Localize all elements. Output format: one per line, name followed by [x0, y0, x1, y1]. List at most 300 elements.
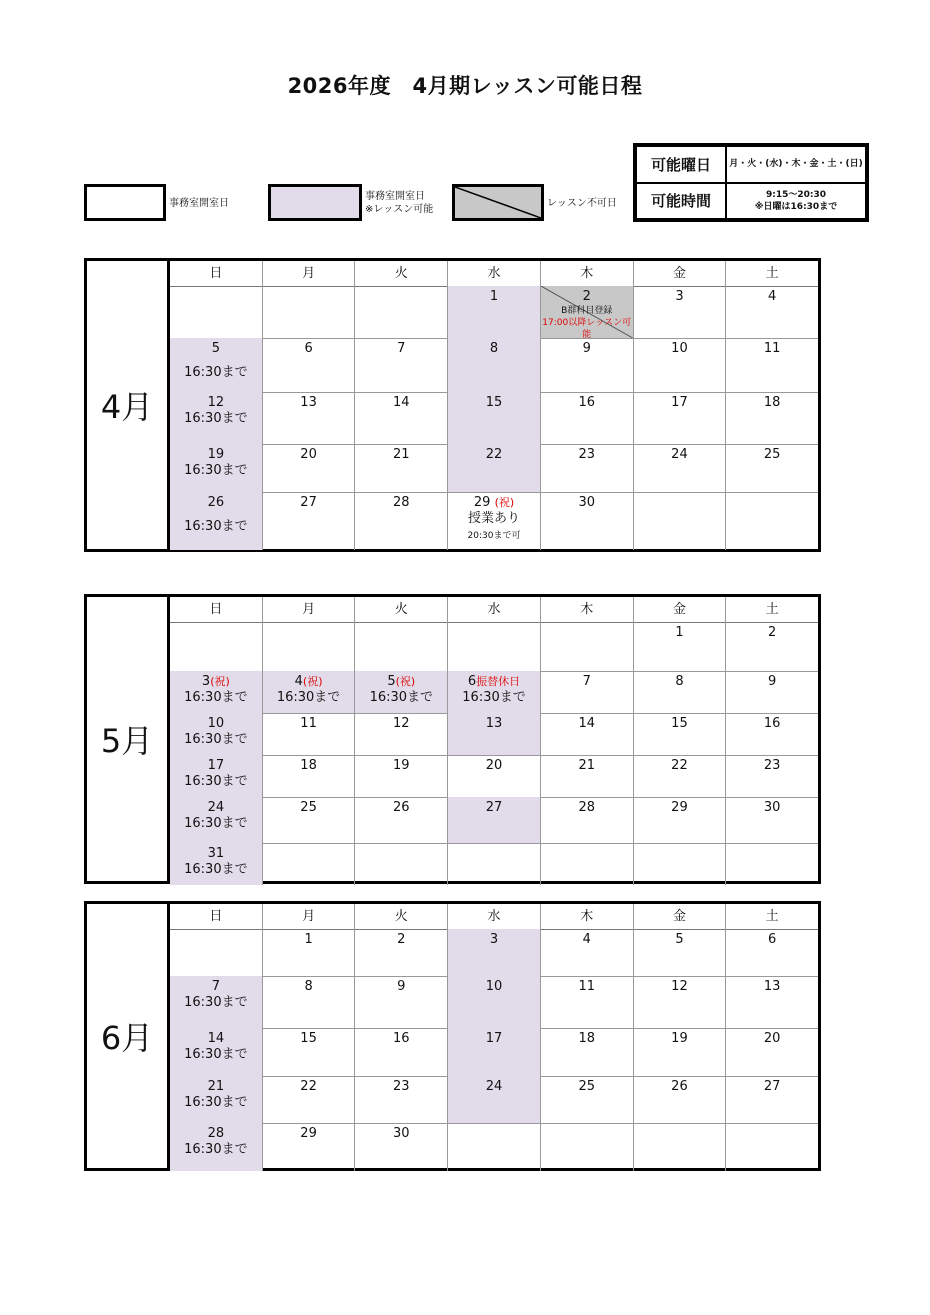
day-number [541, 843, 633, 846]
day-cell [170, 843, 263, 885]
weekday-header-3: 水 [448, 597, 541, 622]
day-number: 27 [763, 1079, 781, 1094]
week-row [170, 622, 818, 672]
day-number: 15 [485, 395, 503, 410]
day-number: 16 [578, 395, 595, 410]
day-number: 4 [294, 674, 303, 689]
day-number: 29 [300, 1126, 317, 1141]
day-number: 26 [671, 1079, 688, 1094]
day-number [263, 622, 355, 625]
day-cell [541, 1076, 634, 1123]
weekday-header-1: 月 [263, 904, 356, 929]
day-number [634, 492, 726, 495]
until-time-note: 16:30まで [276, 690, 341, 705]
day-cell [634, 843, 727, 885]
day-cell [634, 1028, 727, 1076]
day-number: 1 [675, 625, 684, 640]
day-cell [634, 622, 727, 671]
day-number: 28 [207, 1126, 225, 1141]
day-number: 27 [300, 495, 317, 510]
day-number: 20 [485, 758, 503, 773]
day-cell [726, 671, 818, 713]
day-cell [170, 444, 263, 492]
day-number: 5 [387, 674, 396, 689]
day-number: 30 [393, 1126, 410, 1141]
weekday-header-2: 火 [355, 597, 448, 622]
day-number: 26 [393, 800, 410, 815]
week-row [170, 929, 818, 977]
day-cell [634, 338, 727, 392]
day-cell [170, 622, 263, 671]
day-number: 23 [578, 447, 595, 462]
available-time-sunday-note: ※日曜は16:30まで [754, 201, 838, 212]
day-number: 9 [582, 341, 591, 356]
day-number: 10 [671, 341, 688, 356]
day-number: 19 [671, 1031, 688, 1046]
day-number: 11 [578, 979, 595, 994]
weekday-header-6: 土 [765, 266, 779, 281]
day-number: 2 [397, 932, 406, 947]
day-number [448, 843, 540, 846]
holiday-mark: (祝) [302, 675, 323, 688]
day-number: 24 [671, 447, 688, 462]
day-cell [726, 929, 818, 976]
calendar-grid-june [170, 904, 818, 1168]
day-cell [634, 1123, 727, 1171]
day-number: 29 [671, 800, 688, 815]
day-cell [448, 338, 541, 392]
day-cell [541, 1123, 634, 1171]
day-number: 25 [300, 800, 317, 815]
day-cell [263, 929, 356, 976]
day-number: 11 [300, 716, 317, 731]
weekday-header-row [170, 904, 818, 930]
until-time-note: 16:30まで [184, 816, 248, 831]
day-cell [448, 392, 541, 444]
until-time-note: 16:30まで [184, 995, 248, 1010]
day-number [726, 1123, 818, 1126]
day-cell [355, 1028, 448, 1076]
day-number [355, 622, 447, 625]
classes-held-note: 授業あり [468, 511, 521, 526]
day-number: 3 [489, 932, 499, 947]
day-number: 17 [485, 1031, 503, 1046]
day-cell [355, 797, 448, 843]
weekday-header-4: 木 [541, 597, 634, 622]
day-number: 17 [671, 395, 688, 410]
day-number: 22 [300, 1079, 317, 1094]
day-number: 17 [207, 758, 225, 773]
day-number [634, 843, 726, 846]
day-cell [170, 713, 263, 755]
day-number: 14 [578, 716, 595, 731]
day-cell [726, 797, 818, 843]
day-cell [634, 492, 727, 550]
day-cell [726, 976, 818, 1028]
day-number: 16 [393, 1031, 410, 1046]
day-cell [726, 1076, 818, 1123]
day-cell [263, 492, 356, 550]
day-cell [355, 492, 448, 550]
day-cell [634, 929, 727, 976]
day-number: 19 [207, 447, 225, 462]
day-cell [355, 1123, 448, 1171]
day-cell [541, 843, 634, 885]
day-number: 14 [393, 395, 410, 410]
week-row [170, 755, 818, 798]
day-number: 7 [397, 341, 406, 356]
day-cell [170, 1123, 263, 1171]
day-cell [541, 286, 634, 338]
day-number [263, 843, 355, 846]
day-cell [634, 286, 727, 338]
day-number: 29 [473, 495, 491, 510]
day-number: 31 [207, 846, 225, 861]
day-cell [170, 797, 263, 843]
until-time-note: 16:30まで [184, 862, 248, 877]
day-cell [634, 671, 727, 713]
week-row [170, 797, 818, 844]
available-days-value: 月・火・(水)・木・金・土・(日) [726, 146, 866, 183]
day-number: 23 [393, 1079, 410, 1094]
day-cell [263, 671, 356, 713]
day-number: 1 [489, 289, 499, 304]
day-cell [541, 713, 634, 755]
day-number: 30 [763, 800, 781, 815]
day-cell [448, 843, 541, 885]
day-cell [448, 444, 541, 492]
day-number [170, 929, 262, 932]
month-label-june: 6月 [87, 904, 170, 1168]
day-number: 27 [485, 800, 503, 815]
until-time-note: 16:30まで [184, 519, 248, 534]
day-number [170, 286, 262, 289]
day-cell [263, 444, 356, 492]
day-cell [263, 338, 356, 392]
week-row [170, 671, 818, 714]
day-cell [170, 755, 263, 797]
week-row [170, 1123, 818, 1171]
day-number: 28 [578, 800, 595, 815]
day-number: 6 [304, 341, 313, 356]
day-cell [355, 286, 448, 338]
day-cell [170, 671, 263, 713]
day-cell [726, 444, 818, 492]
day-number [448, 1123, 540, 1126]
day-cell [541, 392, 634, 444]
legend-swatch-lesson-ng [452, 184, 544, 221]
weekday-header-4: 木 [541, 261, 634, 286]
week-row [170, 843, 818, 885]
day-cell [726, 843, 818, 885]
week-row [170, 492, 818, 550]
weekday-header-6: 土 [765, 602, 779, 617]
day-cell [263, 755, 356, 797]
day-cell [170, 1076, 263, 1123]
day-number: 2 [768, 625, 777, 640]
day-number: 2 [582, 289, 591, 304]
day-number: 18 [300, 758, 317, 773]
day-number: 25 [763, 447, 781, 462]
day-number: 13 [763, 979, 781, 994]
available-time-range: 9:15～20:30 [765, 189, 827, 200]
available-time-value [726, 183, 866, 220]
legend-label-lesson-ok-line2: ※レッスン可能 [365, 204, 434, 215]
day-number: 5 [211, 341, 220, 356]
weekday-header-3: 水 [448, 261, 541, 286]
day-cell [541, 1028, 634, 1076]
day-number: 18 [763, 395, 781, 410]
until-time-note: 16:30まで [184, 1047, 248, 1062]
until-time-note: 16:30まで [184, 463, 248, 478]
registration-note: B群科目登録 [561, 306, 613, 316]
day-cell [263, 392, 356, 444]
day-cell [355, 392, 448, 444]
legend-swatch-office-open [84, 184, 166, 221]
day-cell [355, 713, 448, 755]
day-number: 28 [393, 495, 410, 510]
day-cell [170, 929, 263, 976]
day-cell [726, 713, 818, 755]
calendar-grid-may [170, 597, 818, 881]
weekday-header-3: 水 [448, 904, 541, 929]
day-cell [726, 1028, 818, 1076]
day-number [634, 1123, 726, 1126]
day-cell [170, 492, 263, 550]
day-cell [263, 1028, 356, 1076]
day-cell [541, 492, 634, 550]
weekday-header-5: 金 [634, 597, 727, 622]
evening-lesson-note: 17:00以降レッスン可能 [542, 318, 632, 338]
day-number: 16 [763, 716, 781, 731]
legend-label-office-open: 事務室開室日 [169, 198, 229, 209]
legend-label-lesson-ok [365, 190, 433, 216]
day-cell [263, 843, 356, 885]
until-time-note: 16:30まで [184, 1142, 248, 1157]
until-time-note: 16:30まで [184, 1095, 248, 1110]
substitute-holiday-mark: 振替休日 [476, 675, 521, 688]
until-time-note: 16:30まで [184, 732, 248, 747]
day-number: 14 [207, 1031, 225, 1046]
day-cell [448, 1076, 541, 1123]
day-number [355, 843, 447, 846]
weekday-header-5: 金 [634, 261, 727, 286]
day-cell [355, 755, 448, 797]
week-row [170, 1076, 818, 1124]
day-number: 21 [578, 758, 595, 773]
holiday-mark: (祝) [395, 675, 416, 688]
day-number: 7 [582, 674, 591, 689]
day-number: 4 [582, 932, 591, 947]
week-row [170, 444, 818, 493]
day-number: 4 [768, 289, 777, 304]
day-number: 24 [485, 1079, 503, 1094]
holiday-mark: (祝) [494, 496, 515, 509]
day-number [726, 492, 818, 495]
day-cell [448, 1123, 541, 1171]
day-number [726, 843, 818, 846]
day-cell [541, 444, 634, 492]
day-number: 3 [675, 289, 684, 304]
day-number: 15 [671, 716, 688, 731]
day-cell [355, 929, 448, 976]
weekday-header-row [170, 261, 818, 287]
until-time-note: 16:30まで [184, 690, 248, 705]
day-cell [448, 797, 541, 843]
day-number: 26 [207, 495, 225, 510]
day-number: 6 [467, 674, 477, 689]
day-cell [355, 338, 448, 392]
day-number [448, 622, 540, 625]
until-time-note: 16:30まで [369, 690, 434, 705]
day-number: 11 [763, 341, 781, 356]
week-row [170, 286, 818, 339]
day-number: 8 [675, 674, 684, 689]
day-cell [726, 622, 818, 671]
day-cell [726, 286, 818, 338]
calendar-april [84, 258, 821, 552]
weekday-header-4: 木 [541, 904, 634, 929]
available-time-label: 可能時間 [636, 183, 726, 220]
day-cell [634, 1076, 727, 1123]
weekday-header-1: 月 [263, 261, 356, 286]
week-row [170, 976, 818, 1029]
until-time-note: 16:30まで [184, 774, 248, 789]
day-cell [634, 444, 727, 492]
available-until-note: 20:30まで可 [467, 531, 521, 541]
day-cell [726, 392, 818, 444]
day-cell [726, 755, 818, 797]
day-cell [634, 392, 727, 444]
day-number [355, 286, 447, 289]
day-cell [726, 1123, 818, 1171]
month-label-may: 5月 [87, 597, 170, 881]
day-cell [448, 671, 541, 713]
day-number: 12 [393, 716, 410, 731]
day-cell [170, 286, 263, 338]
day-number: 5 [675, 932, 684, 947]
day-number: 23 [763, 758, 781, 773]
day-cell [448, 622, 541, 671]
day-cell [355, 444, 448, 492]
day-number: 25 [578, 1079, 595, 1094]
day-number: 10 [207, 716, 225, 731]
availability-info-box [633, 143, 869, 222]
week-row [170, 1028, 818, 1077]
month-label-april: 4月 [87, 261, 170, 549]
day-number [170, 622, 262, 625]
day-cell [355, 976, 448, 1028]
day-cell [541, 976, 634, 1028]
day-number: 12 [207, 395, 225, 410]
day-cell [448, 1028, 541, 1076]
day-cell [263, 1076, 356, 1123]
day-number: 12 [671, 979, 688, 994]
holiday-mark: (祝) [210, 675, 230, 688]
day-cell [726, 492, 818, 550]
day-cell [170, 976, 263, 1028]
day-number: 22 [671, 758, 688, 773]
day-number: 21 [393, 447, 410, 462]
weekday-header-6: 土 [765, 909, 779, 924]
day-number: 15 [300, 1031, 317, 1046]
day-number: 6 [768, 932, 777, 947]
until-time-note: 16:30まで [462, 690, 526, 705]
day-cell [634, 713, 727, 755]
legend-label-lesson-ok-line1: 事務室開室日 [365, 191, 425, 202]
legend-swatch-lesson-ok [268, 184, 362, 221]
day-number: 8 [489, 341, 499, 356]
day-number: 9 [768, 674, 777, 689]
day-cell [263, 622, 356, 671]
day-cell [634, 797, 727, 843]
day-number: 30 [578, 495, 595, 510]
available-days-label: 可能曜日 [636, 146, 726, 183]
day-cell [263, 797, 356, 843]
day-cell [541, 622, 634, 671]
day-cell [355, 1076, 448, 1123]
weekday-header-2: 火 [355, 904, 448, 929]
day-cell [541, 755, 634, 797]
weekday-header-0: 日 [170, 904, 263, 929]
day-cell [263, 976, 356, 1028]
day-cell [541, 929, 634, 976]
weekday-header-0: 日 [170, 261, 263, 286]
day-number: 10 [485, 979, 503, 994]
day-cell [263, 286, 356, 338]
day-number: 13 [300, 395, 317, 410]
calendar-grid-april [170, 261, 818, 549]
weekday-header-5: 金 [634, 904, 727, 929]
day-cell [634, 755, 727, 797]
weekday-header-row [170, 597, 818, 623]
week-row [170, 338, 818, 393]
day-cell [541, 671, 634, 713]
day-number: 9 [397, 979, 406, 994]
week-row [170, 713, 818, 756]
day-number: 7 [211, 979, 220, 994]
day-number: 18 [578, 1031, 595, 1046]
day-cell [541, 338, 634, 392]
day-number [263, 286, 355, 289]
day-cell [448, 755, 541, 797]
day-cell [726, 338, 818, 392]
day-number: 20 [300, 447, 317, 462]
weekday-header-0: 日 [170, 597, 263, 622]
legend-label-lesson-ng: レッスン不可日 [547, 198, 617, 209]
day-cell [170, 1028, 263, 1076]
day-number [541, 1123, 633, 1126]
day-number: 22 [485, 447, 503, 462]
day-cell [448, 976, 541, 1028]
week-row [170, 392, 818, 445]
day-cell [448, 929, 541, 976]
weekday-header-1: 月 [263, 597, 356, 622]
day-cell [541, 797, 634, 843]
day-cell [448, 713, 541, 755]
day-cell [448, 286, 541, 338]
weekday-header-2: 火 [355, 261, 448, 286]
day-cell [263, 713, 356, 755]
day-cell [448, 492, 541, 550]
until-time-note: 16:30まで [184, 411, 248, 426]
day-number: 20 [763, 1031, 781, 1046]
day-cell [170, 338, 263, 392]
day-cell [170, 392, 263, 444]
day-number [541, 622, 633, 625]
day-cell [355, 671, 448, 713]
day-number: 13 [485, 716, 503, 731]
